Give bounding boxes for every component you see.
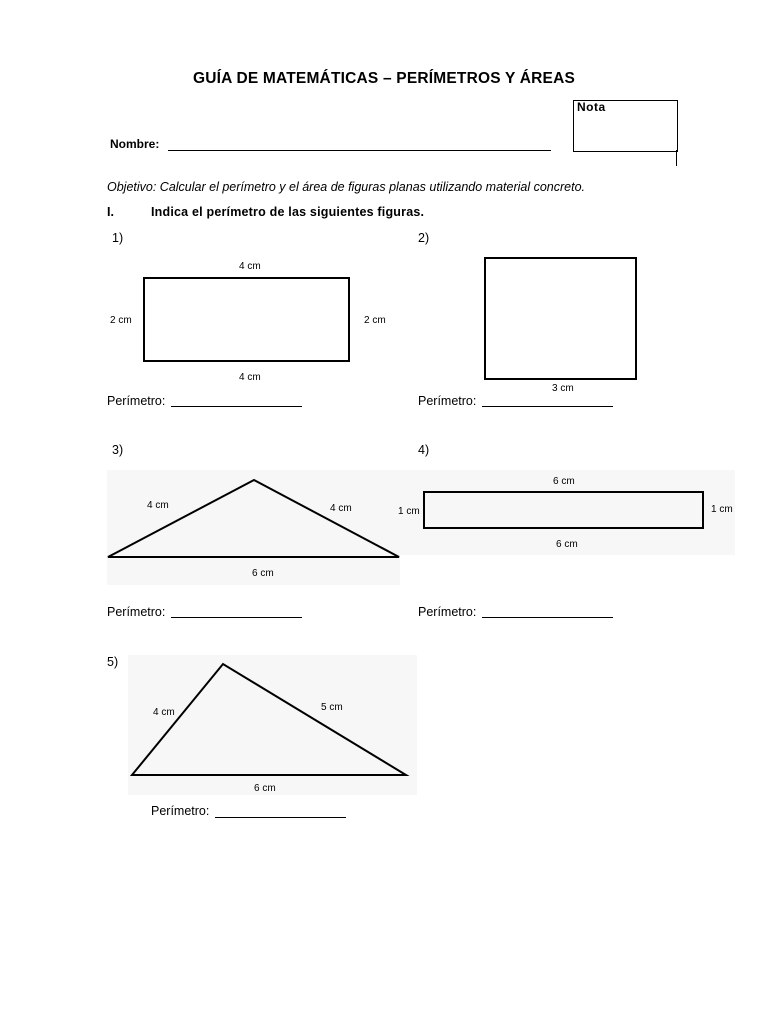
figure-1-left-label: 2 cm [110, 315, 132, 326]
figure-1-bottom-label: 4 cm [239, 372, 261, 383]
figure-3-number: 3) [112, 443, 124, 457]
figure-5-shape [132, 664, 406, 775]
objective-text: Objetivo: Calcular el perímetro y el área de figuras planas utilizando material concreto. [107, 180, 586, 194]
figure-5-perimeter-label: Perímetro: [151, 804, 210, 818]
figure-4-left-label: 1 cm [398, 506, 420, 517]
figure-3-bottom-label: 6 cm [252, 568, 274, 579]
figure-4-top-label: 6 cm [553, 476, 575, 487]
figure-3-perimeter-label: Perímetro: [107, 605, 166, 619]
figure-1-right-label: 2 cm [364, 315, 386, 326]
figure-2-number: 2) [418, 231, 430, 245]
figure-5-left-label: 4 cm [153, 707, 175, 718]
figure-5-number: 5) [107, 655, 119, 669]
figure-2-bottom-label: 3 cm [552, 383, 574, 394]
page-title: GUÍA DE MATEMÁTICAS – PERÍMETROS Y ÁREAS [192, 70, 576, 87]
figure-3-right-label: 4 cm [330, 503, 352, 514]
name-label: Nombre: [110, 137, 160, 151]
figure-4-perimeter-label: Perímetro: [418, 605, 477, 619]
figure-5-bottom-label: 6 cm [254, 783, 276, 794]
figure-4-number: 4) [418, 443, 430, 457]
grade-label: Nota [577, 100, 606, 114]
figure-5-right-label: 5 cm [321, 702, 343, 713]
figure-2-perimeter-label: Perímetro: [418, 394, 477, 408]
figure-1-number: 1) [112, 231, 124, 245]
figure-3-left-label: 4 cm [147, 500, 169, 511]
section-number: I. [107, 205, 114, 219]
figure-4-bottom-label: 6 cm [556, 539, 578, 550]
figure-1-top-label: 4 cm [239, 261, 261, 272]
section-instruction: Indica el perímetro de las siguientes figuras. [151, 205, 425, 219]
figure-5-perimeter-field[interactable] [215, 817, 346, 818]
figure-1-perimeter-label: Perímetro: [107, 394, 166, 408]
figure-4-right-label: 1 cm [711, 504, 733, 515]
